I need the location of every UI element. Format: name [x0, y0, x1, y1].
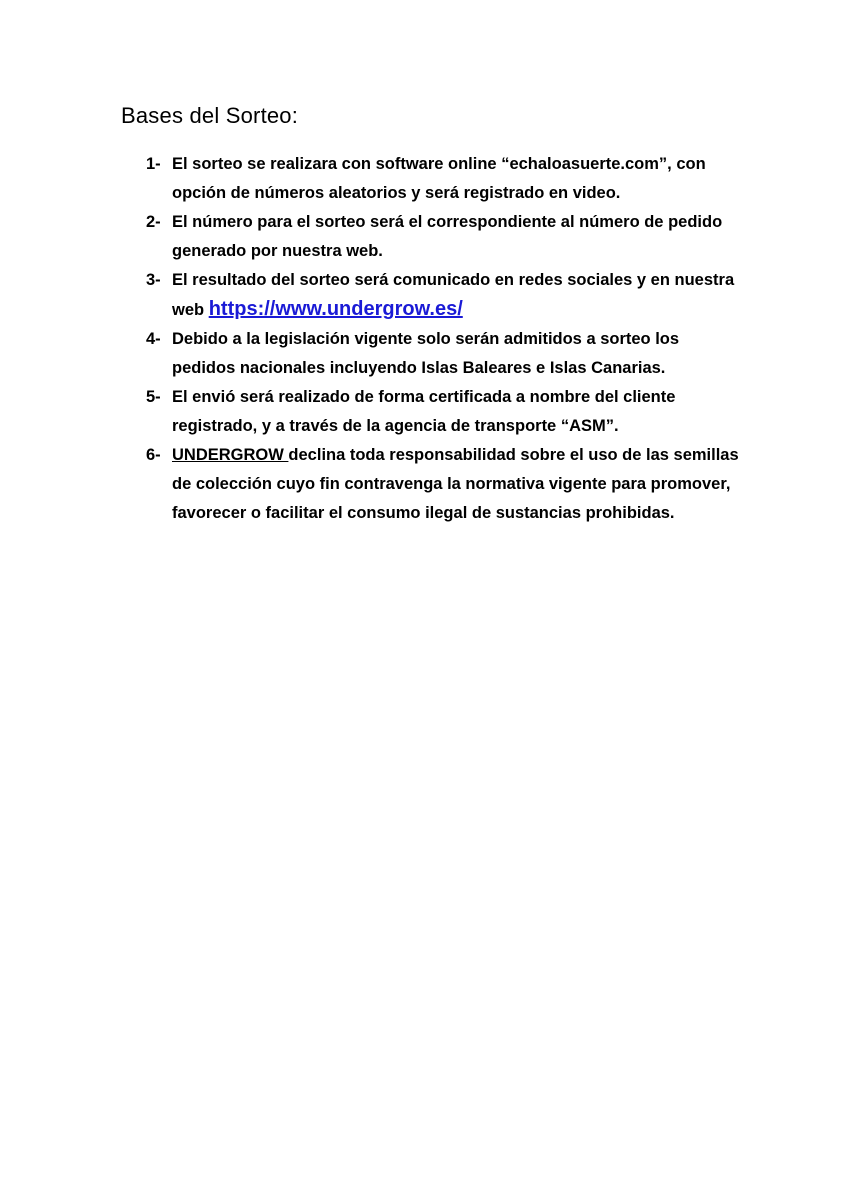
brand-name: UNDERGROW: [172, 446, 289, 464]
rule-text: El sorteo se realizara con software online “echaloasuerte.com”, con opción de números aleatorios y será registrado en video.: [172, 155, 706, 202]
rule-item-4: [146, 325, 746, 383]
rule-text: Debido a la legislación vigente solo serán admitidos a sorteo los pedidos nacionales incluyendo Islas Baleares e Islas Canarias.: [172, 330, 680, 377]
website-link[interactable]: https://www.undergrow.es/: [208, 298, 463, 320]
rule-number: 1-: [146, 155, 161, 173]
rule-text: El resultado del sorteo será comunicado en redes sociales y en nuestra web: [172, 271, 735, 319]
rule-number: 4-: [146, 330, 161, 348]
rule-item-2: [146, 208, 746, 266]
document-title: Bases del Sorteo:: [121, 103, 299, 128]
rule-number: 6-: [146, 446, 161, 464]
rule-number: 2-: [146, 213, 161, 231]
rule-number: 3-: [146, 271, 161, 289]
rule-text: El envió será realizado de forma certificada a nombre del cliente registrado, y a través de la agencia de transporte “ASM”.: [172, 388, 676, 435]
rule-item-1: [146, 150, 746, 208]
rule-item-5: [146, 383, 746, 441]
rules-list: [146, 150, 746, 528]
rule-number: 5-: [146, 388, 161, 406]
rule-item-3: [146, 266, 746, 325]
rule-text: El número para el sorteo será el correspondiente al número de pedido generado por nuestra web.: [172, 213, 723, 260]
rule-item-6: [146, 441, 746, 528]
rule-text: declina toda responsabilidad sobre el uso de las semillas de colección cuyo fin contravenga la normativa vigente para promover, favorecer o facilitar el consumo ilegal de sustancias prohibidas.: [172, 446, 739, 522]
